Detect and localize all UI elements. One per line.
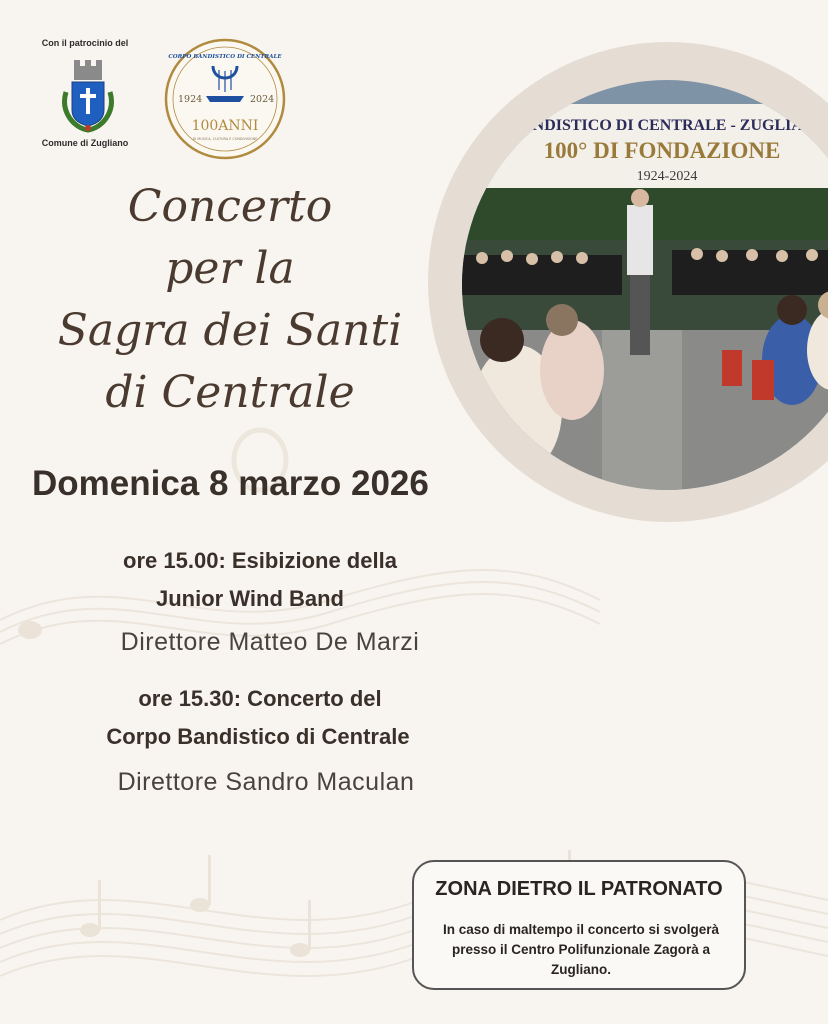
comune-crest-icon	[58, 52, 118, 134]
patronage-label: Con il patrocinio del	[41, 38, 129, 48]
program-2-director: Direttore Sandro Maculan	[117, 768, 415, 796]
seal-subtitle: DI MUSICA, CULTURA E CONDIVISIONE	[192, 137, 258, 141]
location-title: ZONA DIETRO IL PATRONATO	[435, 878, 723, 900]
photo-banner-line2: 100° DI FONDAZIONE	[543, 138, 781, 163]
title-line: per la	[165, 243, 295, 294]
comune-label: Comune di Zugliano	[41, 138, 129, 148]
rain-notice: In caso di maltempo il concerto si svolgerà presso il Centro Polifunzionale Zagorà a Zugliano.	[442, 922, 720, 977]
seal-top-text: CORPO BANDISTICO DI CENTRALE	[168, 54, 282, 60]
title-line: Concerto	[127, 181, 333, 232]
seal-year-end: 2024	[250, 94, 275, 105]
program-1-line1: ore 15.00: Esibizione della	[123, 548, 397, 573]
centenary-seal-logo	[164, 38, 286, 160]
program-2-line1: ore 15.30: Concerto del	[138, 686, 382, 711]
photo-banner-line3: 1924-2024	[636, 169, 698, 184]
program-2-line2: Corpo Bandistico di Centrale	[106, 724, 410, 749]
photo-banner-line1: ANDISTICO DI CENTRALE - ZUGLIA	[521, 117, 803, 134]
title-line: Sagra dei Santi	[57, 305, 403, 356]
weather-info-box	[412, 860, 746, 990]
event-title	[40, 176, 420, 424]
seal-anni: 100ANNI	[191, 118, 259, 134]
event-date: Domenica 8 marzo 2026	[32, 464, 429, 503]
program-1-line2: Junior Wind Band	[155, 586, 344, 611]
title-line: di Centrale	[105, 367, 355, 418]
program-1-director: Direttore Matteo De Marzi	[120, 628, 420, 656]
seal-year-start: 1924	[178, 94, 203, 105]
